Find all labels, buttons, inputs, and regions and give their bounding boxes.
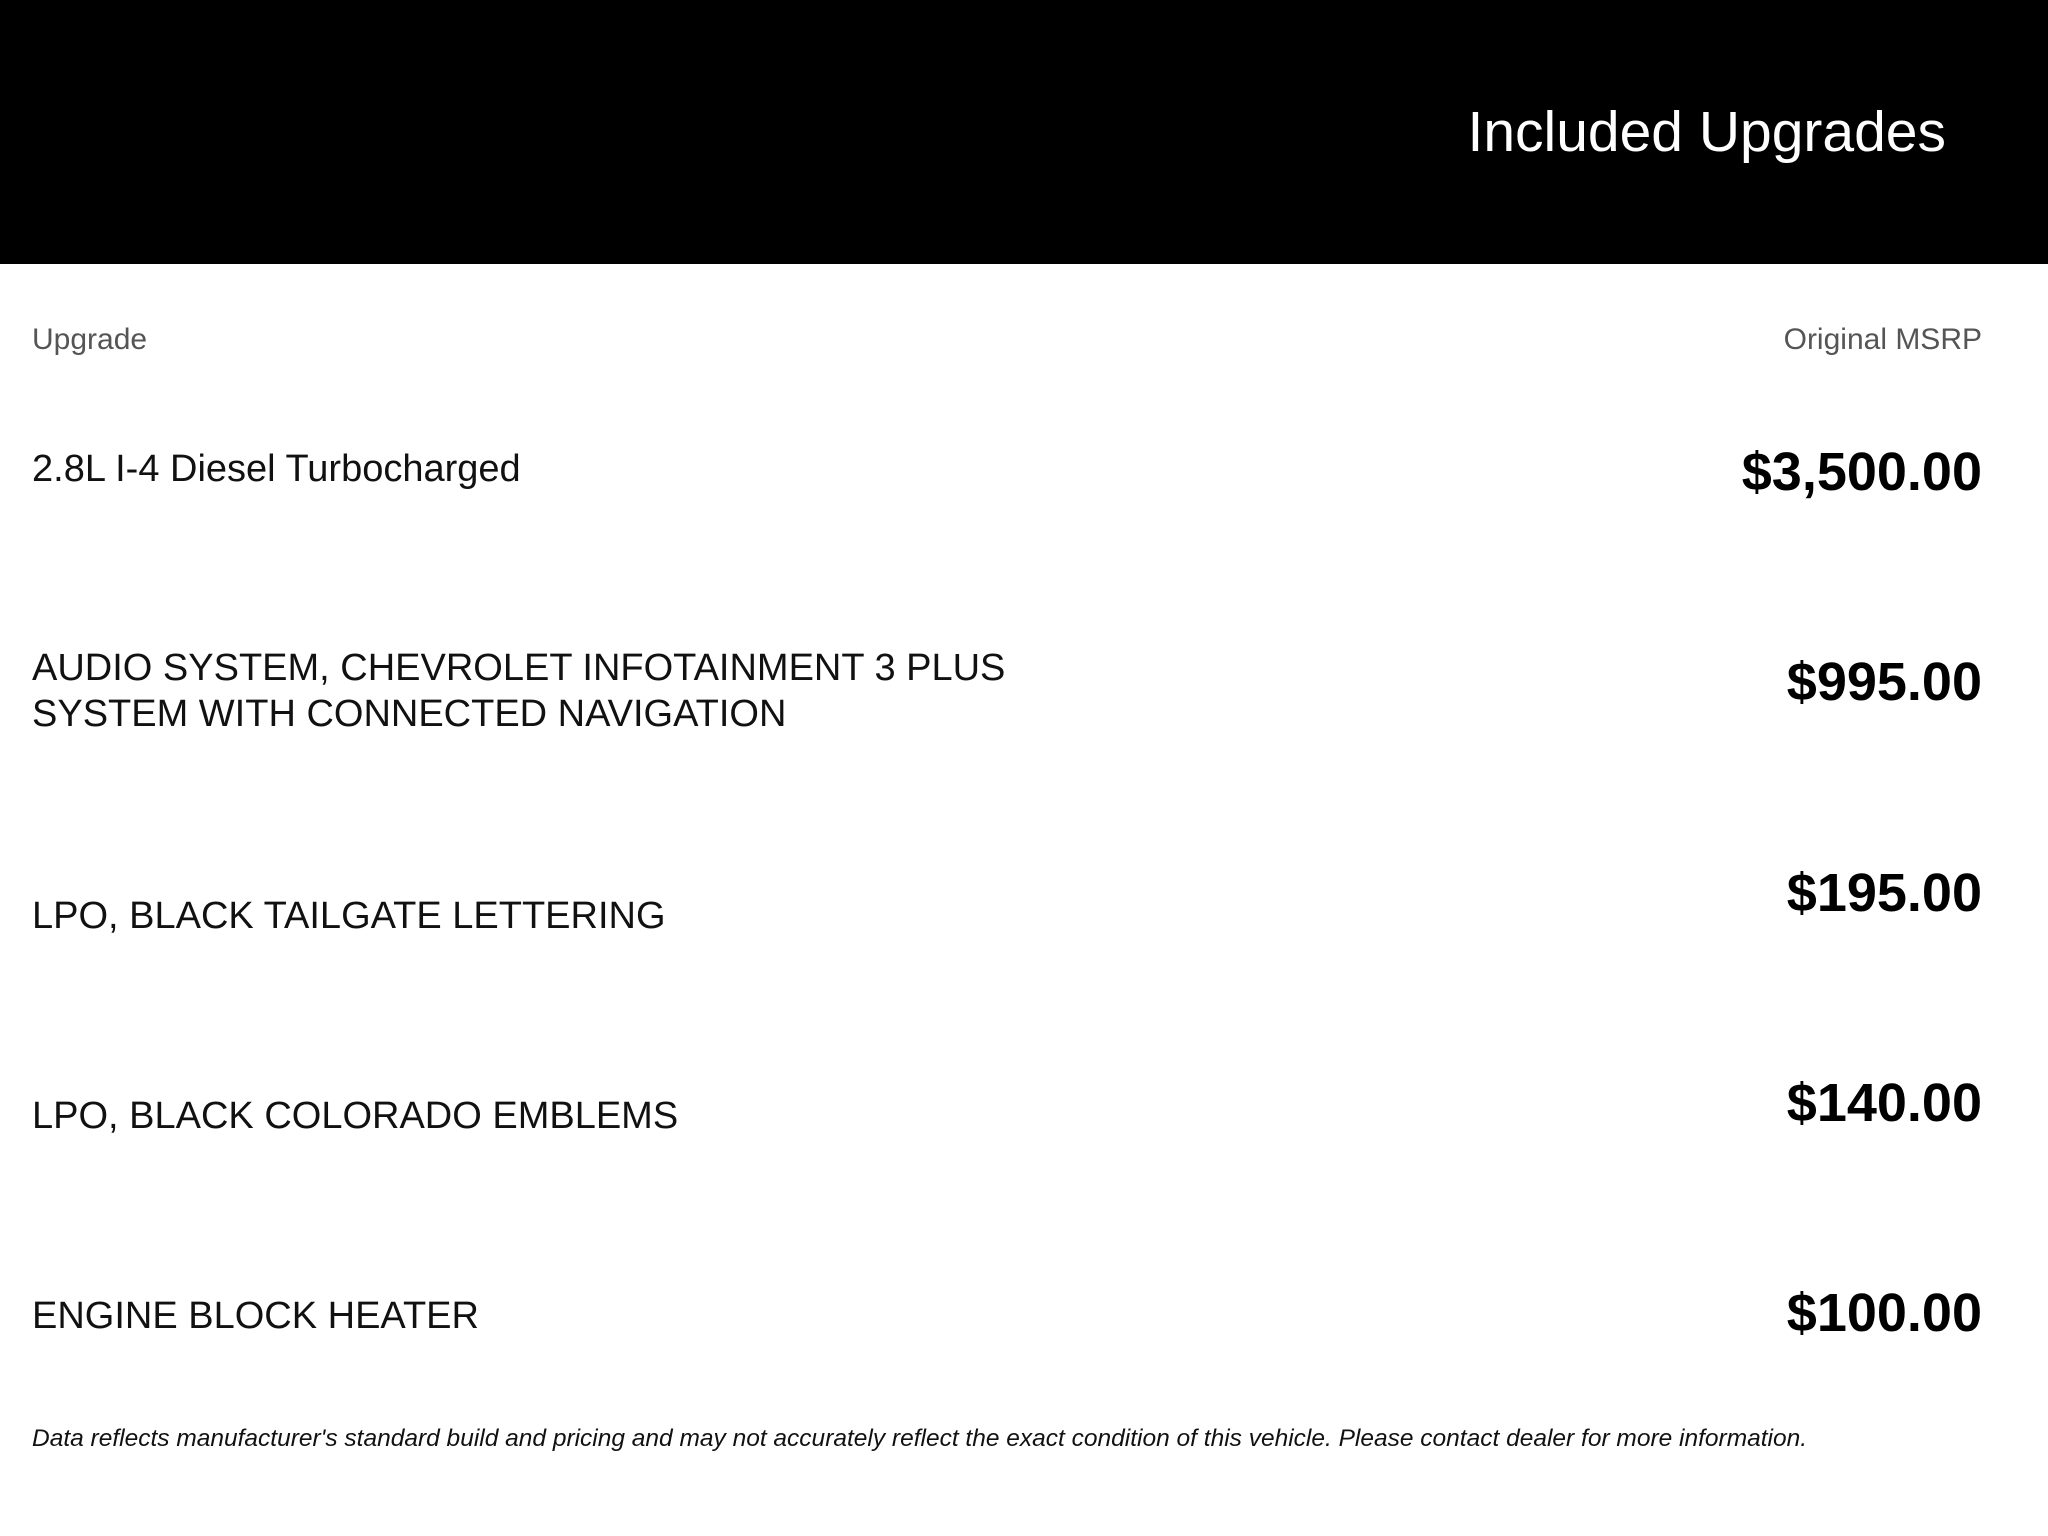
header-banner [0,0,2048,264]
upgrade-name: ENGINE BLOCK HEATER [32,1295,479,1337]
page-title: Included Upgrades [1467,100,1946,164]
upgrade-name: 2.8L I-4 Diesel Turbocharged [32,448,521,490]
upgrade-price: $100.00 [1786,1283,1982,1343]
upgrade-price: $195.00 [1786,863,1982,923]
disclaimer-text: Data reflects manufacturer's standard build and pricing and may not accurately reflect the exact condition of this vehicle. Please contact dealer for more information. [32,1425,1808,1452]
upgrade-name: LPO, BLACK COLORADO EMBLEMS [32,1095,679,1137]
column-header-msrp: Original MSRP [1783,323,1982,356]
upgrade-price: $140.00 [1786,1073,1982,1133]
upgrade-price: $995.00 [1786,652,1982,712]
column-header-upgrade: Upgrade [32,323,148,356]
upgrade-name: AUDIO SYSTEM, CHEVROLET INFOTAINMENT 3 PLUS SYSTEM WITH CONNECTED NAVIGATION [32,647,1006,735]
upgrade-price: $3,500.00 [1741,442,1982,502]
upgrade-name: LPO, BLACK TAILGATE LETTERING [32,895,666,937]
